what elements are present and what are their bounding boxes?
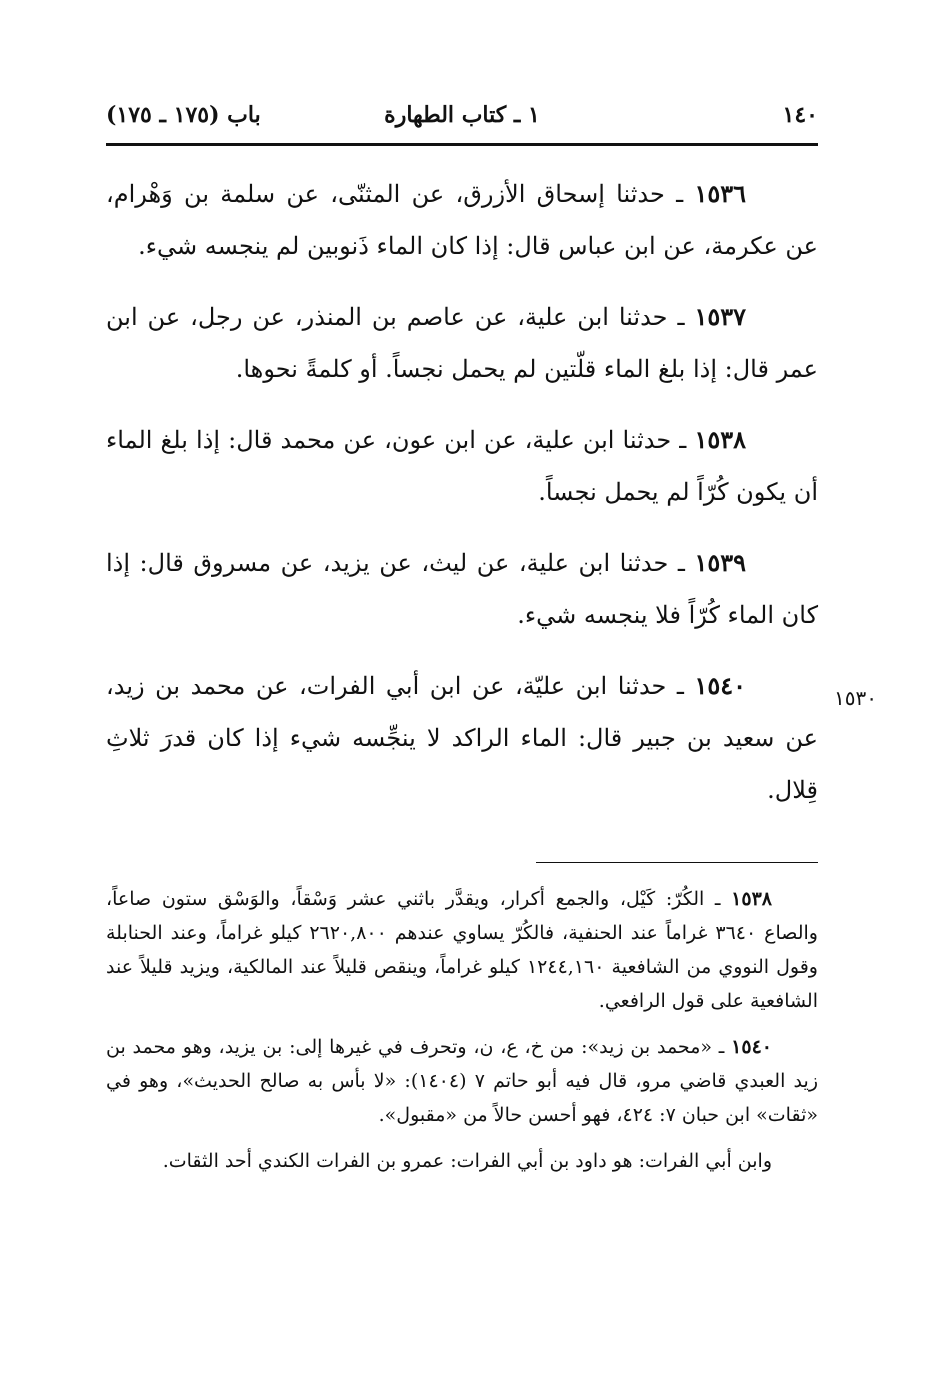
hadith-entry bbox=[106, 291, 818, 395]
footnote-text: وابن أبي الفرات: هو داود بن أبي الفرات: عمرو بن الفرات الكندي أحد الثقات. bbox=[162, 1150, 772, 1172]
footnote bbox=[106, 1144, 818, 1178]
entry-text: ـ حدثنا ابن علية، عن ابن عون، عن محمد قال: إذا بلغ الماء أن يكون كُرّاً لم يحمل نجساً. bbox=[106, 426, 818, 506]
chapter-title: باب (١٧٥ ـ ١٧٥) bbox=[106, 102, 261, 128]
entry-text: ـ حدثنا ابن علية، عن ليث، عن يزيد، عن مسروق قال: إذا كان الماء كُرّاً فلا ينجسه شيء. bbox=[106, 549, 818, 629]
footnote-number: ١٥٣٨ bbox=[731, 888, 772, 910]
footnote-text: ـ «محمد بن زيد»: من خ، ع، ن، وتحرف في غيرها إلى: بن يزيد، وهو محمد بن زيد العبدي قاضي مرو، قال فيه أبو حاتم ٧ (١٤٠٤): «لا بأس به صالح الحديث»، وهو في «ثقات» ابن حبان ٧: ٤٢٤، فهو أحسن حالاً من «مقبول». bbox=[106, 1036, 818, 1126]
book-title: ١ ـ كتاب الطهارة bbox=[384, 102, 540, 128]
entry-text: ـ حدثنا إسحاق الأزرق، عن المثنّى، عن سلمة بن وَهْرام، عن عكرمة، عن ابن عباس قال: إذا كان الماء ذَنوبين لم ينجسه شيء. bbox=[106, 180, 818, 260]
hadith-entry bbox=[106, 414, 818, 518]
footnote-text: ـ الكُرّ: كَيْل، والجمع أكرار، ويقدَّر باثني عشر وَسْقاً، والوَسْق ستون صاعاً، والصاع ٣٦٤٠ غراماً عند الحنفية، فالكُرّ يساوي عندهم ٢٦٢٠,٨٠٠ كيلو غراماً، وعند الحنابلة وقول النووي من الشافعية ١٢٤٤,١٦٠ كيلو غراماً، وينقص قليلاً عند المالكية، ويزيد قليلاً عند الشافعية على قول الرافعي. bbox=[106, 888, 818, 1012]
footnote bbox=[106, 882, 818, 1018]
entry-number: ١٥٣٧ bbox=[694, 302, 746, 331]
entry-number: ١٥٤٠ bbox=[694, 671, 746, 700]
hadith-entry bbox=[106, 660, 818, 816]
entry-number: ١٥٣٩ bbox=[694, 548, 746, 577]
hadith-entry bbox=[106, 537, 818, 641]
hadith-entry bbox=[106, 168, 818, 272]
header-rule bbox=[106, 143, 818, 146]
page-header bbox=[106, 96, 818, 136]
footnote-number: ١٥٤٠ bbox=[731, 1036, 772, 1058]
footnotes bbox=[106, 882, 818, 1190]
entry-text: ـ حدثنا ابن علية، عن عاصم بن المنذر، عن رجل، عن ابن عمر قال: إذا بلغ الماء قلّتين لم يحمل نجساً. أو كلمةً نحوها. bbox=[106, 303, 818, 383]
page-number: ١٤٠ bbox=[782, 102, 818, 128]
footnote-rule bbox=[536, 862, 818, 863]
margin-number: ١٥٣٠ bbox=[834, 686, 877, 710]
entry-number: ١٥٣٦ bbox=[694, 179, 746, 208]
footnote bbox=[106, 1030, 818, 1132]
main-text bbox=[106, 168, 818, 835]
entry-number: ١٥٣٨ bbox=[694, 425, 746, 454]
entry-text: ـ حدثنا ابن عليّة، عن ابن أبي الفرات، عن محمد بن زيد، عن سعيد بن جبير قال: الماء الراكد لا ينجِّسه شيء إذا كان قدرَ ثلاثِ قِلال. bbox=[106, 672, 818, 804]
